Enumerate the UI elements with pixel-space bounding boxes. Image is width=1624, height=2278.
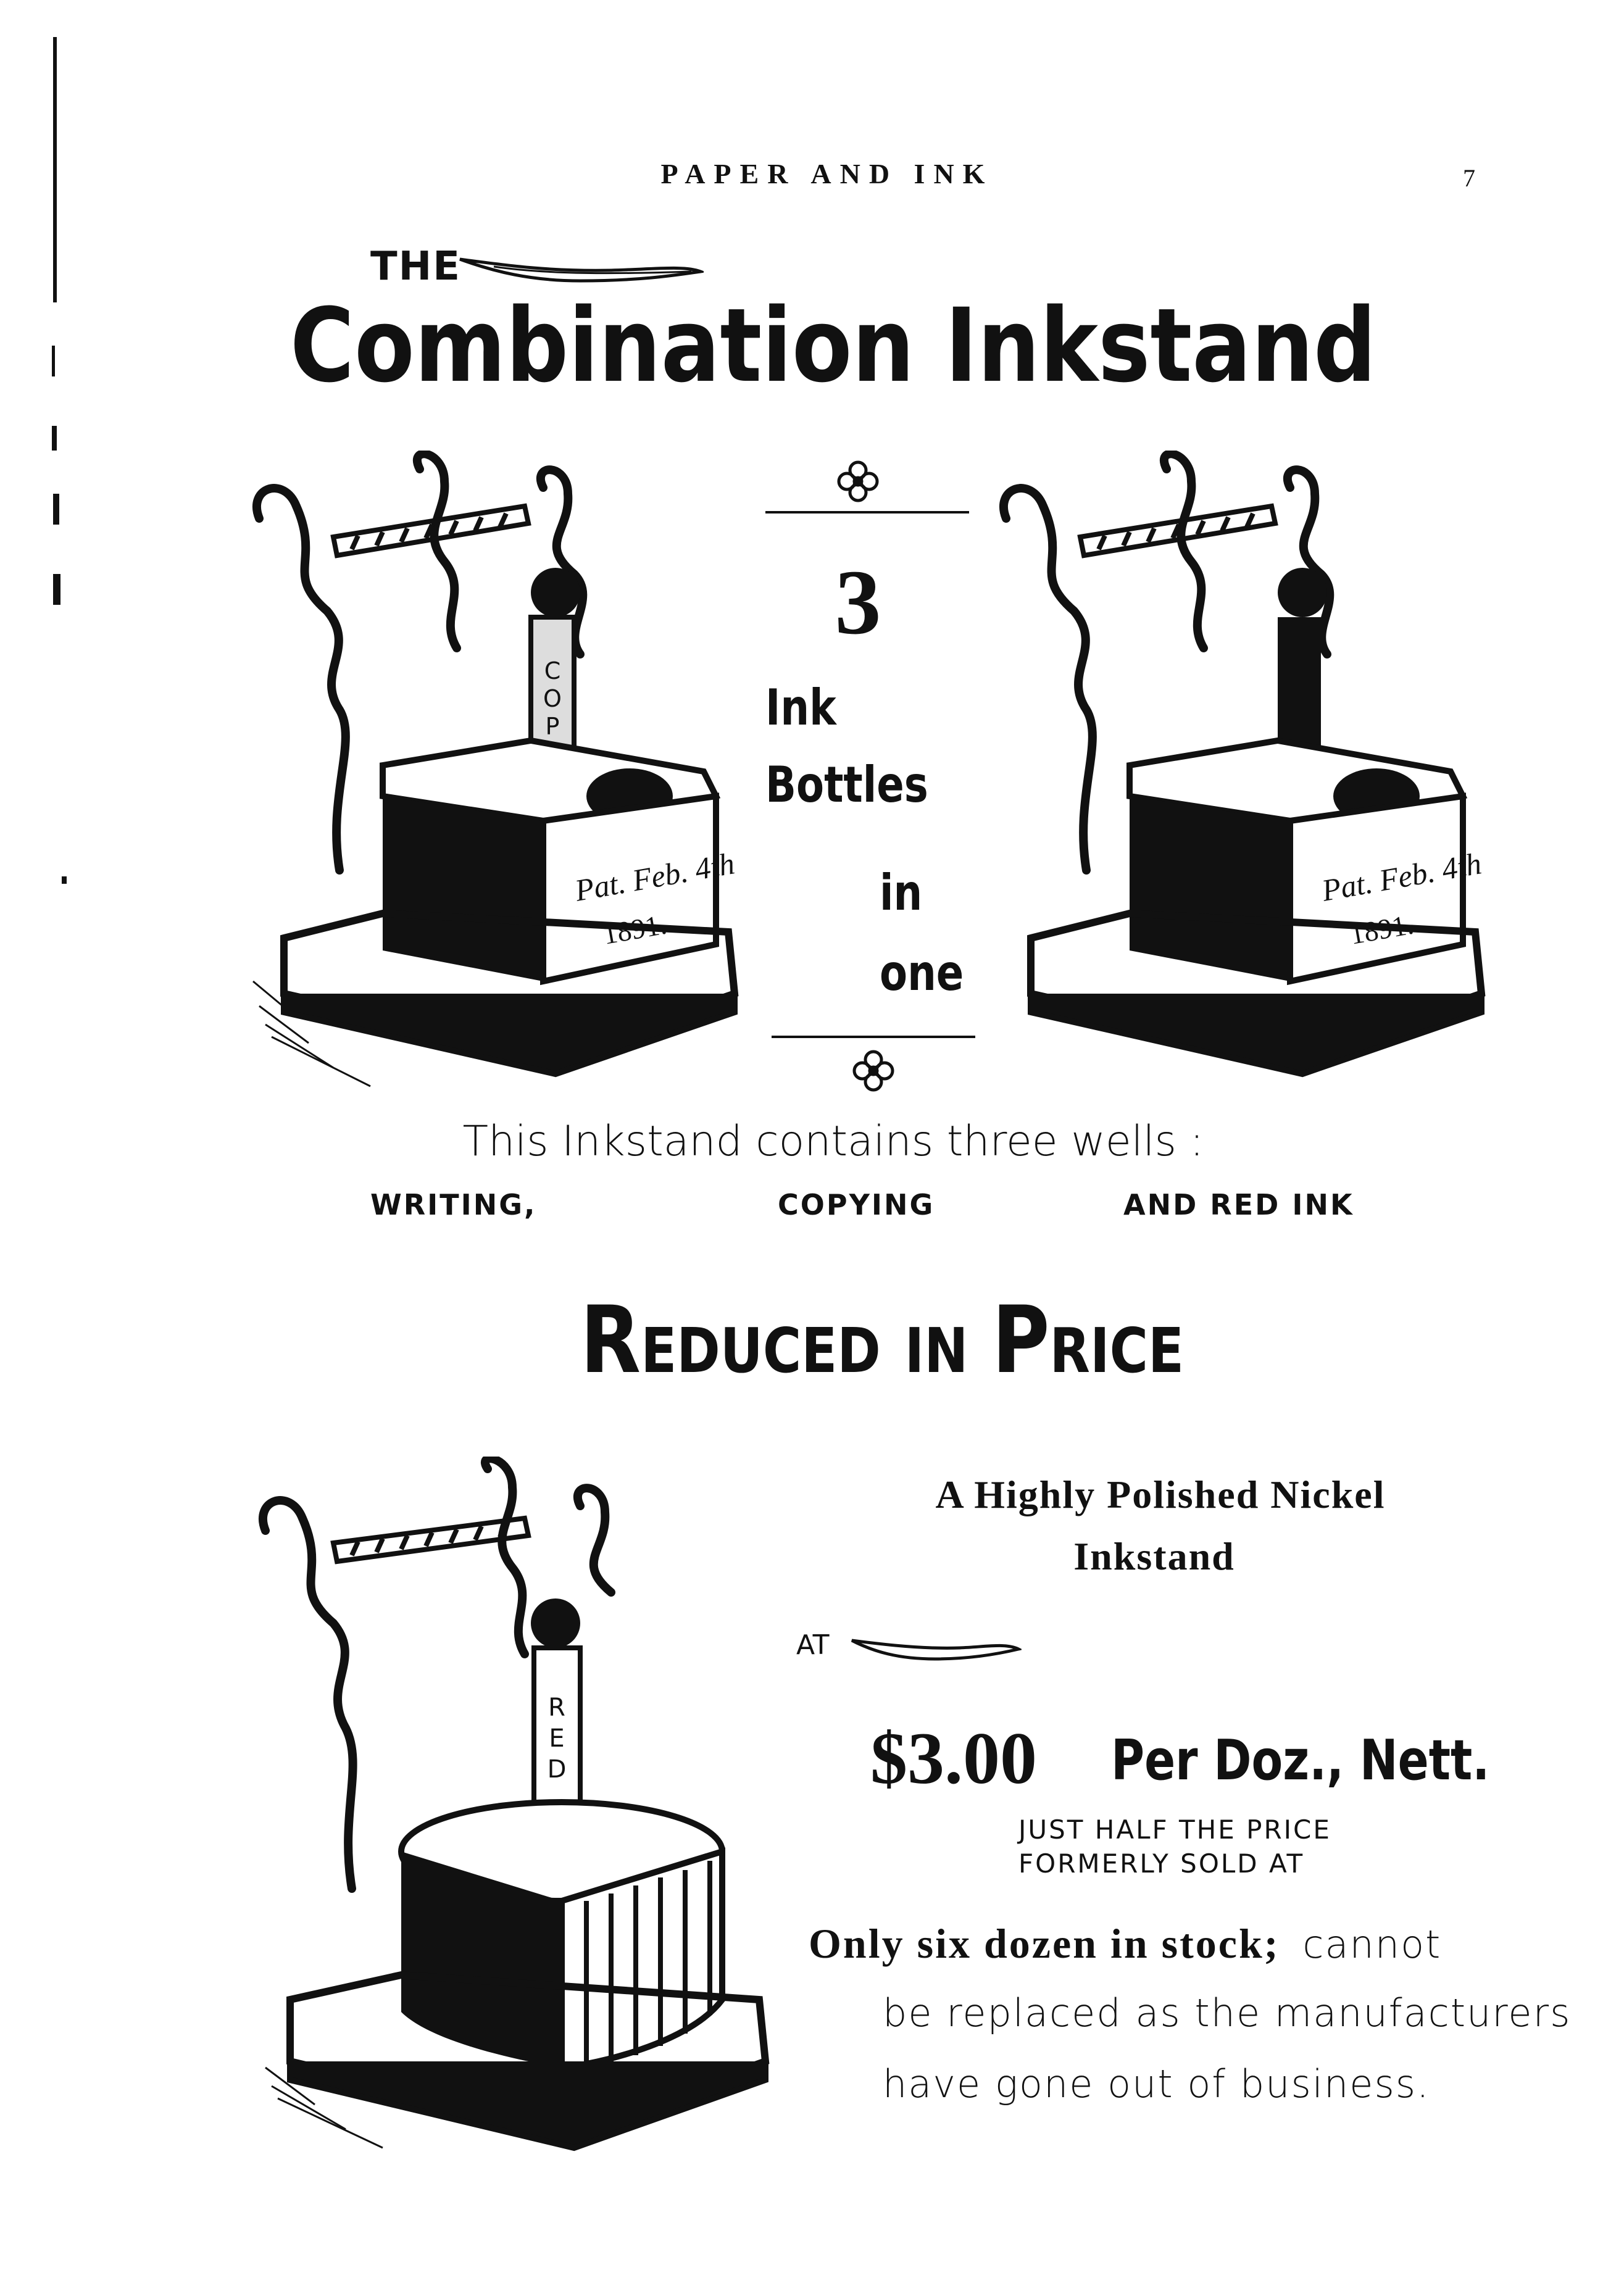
stock-line-1 bbox=[809, 1919, 1441, 1968]
feature-word-one: one bbox=[880, 944, 964, 1002]
combination-inkstand-illustration bbox=[235, 451, 741, 1099]
nickel-line-2: Inkstand bbox=[1073, 1534, 1235, 1578]
margin-scan-mark bbox=[52, 426, 57, 451]
running-head: PAPER AND INK bbox=[660, 158, 994, 189]
well-red-ink: AND RED INK bbox=[1123, 1188, 1354, 1221]
margin-scan-mark bbox=[53, 37, 57, 302]
pen-flourish-icon bbox=[457, 247, 704, 290]
margin-scan-mark bbox=[53, 494, 59, 525]
margin-scan-mark bbox=[62, 876, 67, 884]
stock-line-2: be replaced as the manufacturers bbox=[883, 1990, 1572, 2035]
the-label: THE bbox=[370, 244, 461, 289]
divider-rule bbox=[772, 1036, 975, 1038]
margin-scan-mark bbox=[53, 574, 60, 605]
divider-rule bbox=[765, 511, 969, 513]
reduced-w1-rest: EDUCED bbox=[641, 1315, 881, 1387]
svg-text:Pat. Feb. 4th: Pat. Feb. 4th bbox=[1319, 846, 1485, 908]
column-label-red-e: E bbox=[549, 1724, 565, 1753]
column-label-copy-c: C bbox=[544, 657, 561, 684]
stock-bold-part: Only six dozen in stock; bbox=[809, 1920, 1280, 1967]
price-value: $3.00 bbox=[870, 1717, 1037, 1799]
at-label: AT bbox=[796, 1629, 830, 1661]
pen-flourish-icon bbox=[849, 1629, 1022, 1666]
wells-sentence: This Inkstand contains three wells : bbox=[462, 1117, 1204, 1166]
page-number: 7 bbox=[1463, 164, 1475, 192]
nickel-inkstand-illustration bbox=[253, 1457, 778, 2154]
column-label-red-r: R bbox=[548, 1694, 565, 1722]
main-title: Combination Inkstand bbox=[290, 286, 1376, 405]
nickel-line-1: A Highly Polished Nickel bbox=[935, 1473, 1386, 1516]
stock-normal-part: cannot bbox=[1302, 1922, 1442, 1967]
margin-scan-mark bbox=[52, 346, 55, 376]
reduced-w1-first: R bbox=[580, 1287, 641, 1394]
stock-line-3: have gone out of business. bbox=[883, 2061, 1430, 2106]
column-label-copy-p: P bbox=[545, 713, 560, 740]
svg-text:Pat. Feb. 4th: Pat. Feb. 4th bbox=[572, 846, 738, 908]
column-label-copy-o: O bbox=[543, 685, 562, 712]
half-price-line-2: FORMERLY SOLD AT bbox=[1018, 1848, 1305, 1879]
combination-inkstand-illustration bbox=[981, 451, 1488, 1099]
feature-number: 3 bbox=[835, 551, 881, 654]
ornament-icon bbox=[833, 457, 883, 506]
feature-word-bottles: Bottles bbox=[765, 756, 928, 813]
svg-text:1891.: 1891. bbox=[1347, 908, 1416, 950]
svg-text:1891.: 1891. bbox=[600, 908, 669, 950]
price-unit: Per Doz., Nett. bbox=[1111, 1728, 1490, 1793]
half-price-line-1: JUST HALF THE PRICE bbox=[1018, 1815, 1331, 1845]
feature-word-in: in bbox=[880, 864, 923, 921]
reduced-w3-first: P bbox=[992, 1287, 1050, 1394]
feature-word-ink: Ink bbox=[765, 679, 836, 736]
well-writing: WRITING, bbox=[370, 1188, 537, 1221]
well-copying: COPYING bbox=[778, 1188, 935, 1221]
reduced-in-price-heading bbox=[580, 1287, 1184, 1394]
ornament-icon bbox=[849, 1046, 898, 1095]
reduced-w2: IN bbox=[904, 1315, 968, 1387]
column-label-red-d: D bbox=[547, 1755, 567, 1784]
reduced-w3-rest: RICE bbox=[1049, 1315, 1185, 1387]
